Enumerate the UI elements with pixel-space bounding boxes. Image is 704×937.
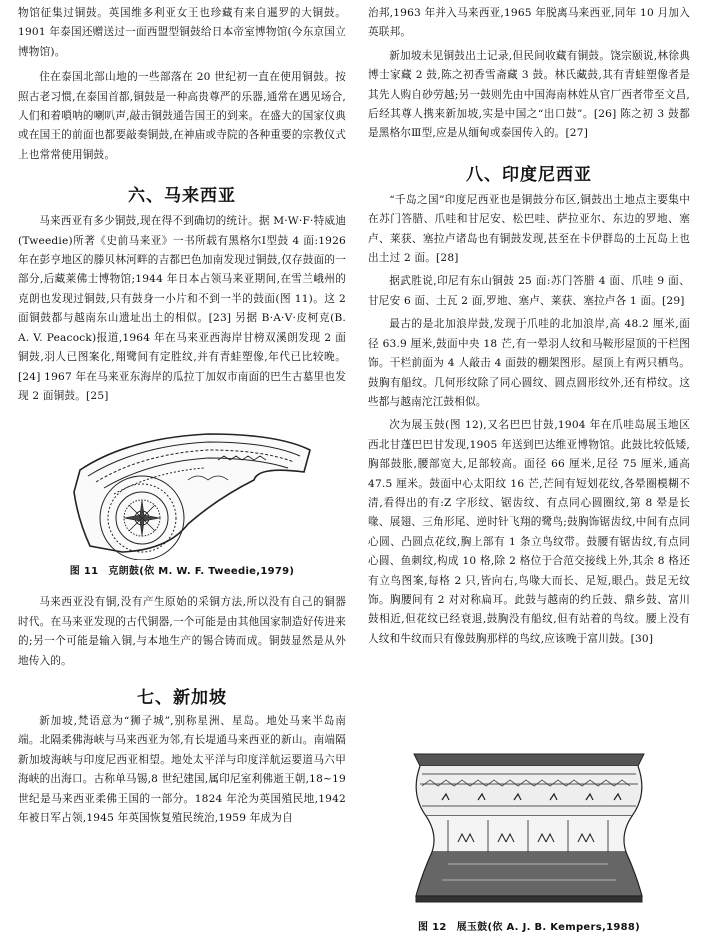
section-heading-malaysia: 六、马来西亚 [128,186,236,207]
paragraph-indonesia-count: 据武胜说,印尼有东山铜鼓 25 面:苏门答腊 4 面、爪哇 9 面、甘尼安 6 面、土瓦 2 面,罗地、塞卢、莱获、塞拉卢各 1 面。[29] [368,275,690,307]
figure-11-title: 克朗鼓(依 M. W. F. Tweedie,1979) [108,566,295,578]
section-heading-singapore: 七、新加坡 [137,687,227,708]
figure-12-caption [408,918,650,933]
figure-11 [18,420,346,577]
paragraph-pekalongan-drum: 最古的是北加浪岸鼓,发现于爪哇的北加浪岸,高 48.2 厘米,面径 63.9 厘米,鼓面中央 18 芒,有一晕羽人纹和马鞍形屋顶的干栏图饰。干栏前面为 4 人敲击 4 面鼓的棚架图形。屋顶上有两只栖鸟。鼓胸有船纹。几何形纹除了同心圆纹、圆点圆形纹外,还有栉纹。这些都与越南沱江鼓相似。 [368,318,690,408]
right-column [368,4,690,933]
paragraph-singapore-drums: 新加坡未见铜鼓出土记录,但民间收藏有铜鼓。饶宗颐说,林徐典博士家藏 2 鼓,陈之初香雪斋藏 3 鼓。林氏藏鼓,其有青蛙塑像者是其先人购自砂劳越;另一鼓则先由中国海南林姓从官厂西者带至文昌,后经其尊人携来新加坡,实是中国之“出口鼓”。[26] 陈之初 3 鼓都是黑格尔Ⅲ型,应是从缅甸或泰国传入的。[27] [368,49,690,140]
paragraph-indonesia-overview: “千岛之国”印度尼西亚也是铜鼓分布区,铜鼓出土地点主要集中在苏门答腊、爪哇和甘尼安、松巴哇、萨拉亚尔、东边的罗地、塞卢、莱获、塞拉卢诸岛也有铜鼓发现,甚至在卡伊群岛的土瓦岛上也出土过 2 面。[28] [368,193,690,265]
paragraph-singapore-history-cont: 治邦,1963 年并入马来西亚,1965 年脱离马来西亚,同年 10 月加入英联邦。 [368,7,690,39]
figure-11-caption [18,562,346,577]
paragraph-malaysia-drums: 马来西亚有多少铜鼓,现在得不到确切的统计。据 M·W·F·特威迪(Tweedie)所著《史前马来亚》一书所载有黑格尔Ⅰ型鼓 4 面:1926 年在彭亨地区的滕贝林河畔的吉都巴色加南发现过铜鼓,仅存鼓面的一部分,后藏莱佛士博物馆;1944 年日本占领马来亚期间,在雪兰峨州的克朗也发现过铜鼓,只有鼓身一小片和不到一半的鼓面(图 11)。这 2 面铜鼓都与越南东山遗址出土的相似。[23] 另据 B·A·V·皮柯克(B. A. V. Peacock)报道,1964 年在马来亚西海岸甘榜双溪朗发现 2 面铜鼓,羽人已图案化,翔鹭间有定胜纹,并有青蛙塑像,年代已比较晚。[24] 1967 年在马来亚东海岸的瓜拉丁加奴市南面的巴生古墓里也发现 2 面铜鼓。[25] [18,215,346,402]
figure-12 [408,744,650,933]
zhanyu-drum-illustration [408,744,650,914]
figure-12-title: 展玉鼓(依 A. J. B. Kempers,1988) [456,922,640,933]
paragraph-singapore-history: 新加坡,梵语意为“狮子城”,别称星洲、星岛。地处马来半岛南端。北隔柔佛海峡与马来西亚为邻,有长堤通马来西亚的新山。南端隔新加坡海峡与印度尼西亚相望。地处太平洋与印度洋航运要道马六甲海峡的出海口。古称单马锡,8 世纪建国,属印尼室利佛逝王朝,18~19 世纪是马来西亚柔佛王国的一部分。1824 年沦为英国殖民地,1942 年被日军占领,1945 年英国恢复殖民统治,1959 年成为自 [18,714,346,824]
section-heading-indonesia: 八、印度尼西亚 [466,164,592,185]
paragraph-thailand-intro: 物馆征集过铜鼓。英国维多利亚女王也珍藏有来自暹罗的大铜鼓。1901 年泰国还赠送过一面西盟型铜鼓给日本帝室博物馆(今东京国立博物馆)。 [18,7,346,58]
figure-12-number: 图 12 [418,922,447,933]
klang-drum-fragment-illustration [18,420,346,560]
paragraph-zhanyu-drum: 次为展玉鼓(图 12),又名巴巴甘鼓,1904 年在爪哇岛展玉地区西北甘蓬巴巴甘发现,1905 年送到巴达维亚博物馆。此鼓比较低矮,胸部鼓胀,腰部宽大,足部较高。面径 66 厘米,足径 75 厘米,通高 47.5 厘米。鼓面中心太阳纹 16 芒,芒间有短划花纹,各晕圈模糊不清,看得出的有:Z 字形纹、锯齿纹、有点同心圆圈纹,第 8 晕是长喙、展翅、三角形尾、逆时针飞翔的鹭鸟;鼓胸饰锯齿纹,中间有点同心圆、凸圆点花纹,胸上部有 1 条立鸟纹带。鼓腰有锯齿纹,有点同心圆、鱼刺纹,构成 10 格,除 2 格位于合范交接线上外,其余 8 格还有立鸟图案,每格 2 只,皆向右,鸟喙大而长、足短,眼凸。鼓足无纹饰。胸腰间有 2 对对称扁耳。此鼓与越南的约丘鼓、鼎乡鼓、富川鼓相近,但花纹已经衰退,鼓胸没有船纹,但有站着的鸟纹。腰上没有人纹和牛纹而只有像鼓胸那样的鸟纹,应该晚于富川鼓。[30] [368,419,690,645]
left-column [18,4,346,828]
figure-11-number: 图 11 [69,566,99,578]
paragraph-thailand-usage: 住在泰国北部山地的一些部落在 20 世纪初一直在使用铜鼓。按照古老习惯,在泰国首都,铜鼓是一种高贵尊严的乐器,通常在遇见场合,人们和着嗩呐的喇叭声,敲击铜鼓通告国王的到来。在盛大的国家仪典或在国王的前面也都要敲奏铜鼓,在神庙或寺院的各种重要的宗教仪式上也常常使用铜鼓。 [18,71,346,161]
paragraph-malaysia-copper: 马来西亚没有铜,没有产生原始的采铜方法,所以没有自己的铜器时代。在马来亚发现的古代铜器,一个可能是由其他国家制造好传进来的;另一个可能是输入铜,与本地生产的锡合铸而成。铜鼓显然是从外地传入的。 [18,596,346,667]
